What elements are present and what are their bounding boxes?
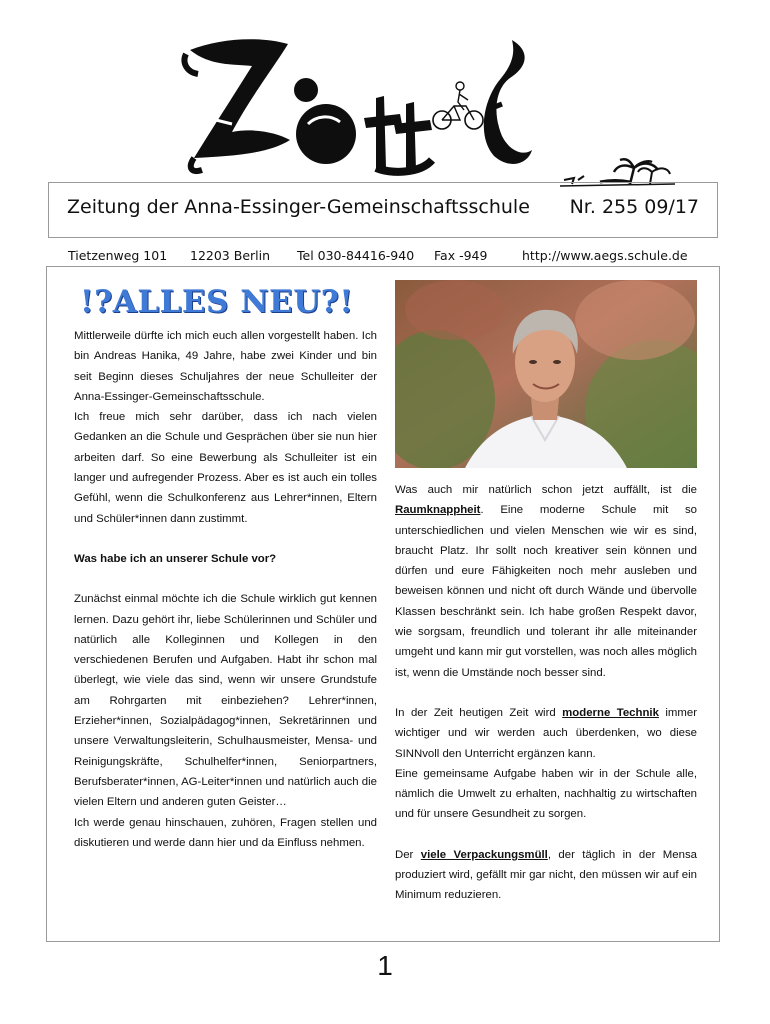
paragraph: Mittlerweile dürfte ich mich euch allen vorgestellt haben. Ich bin Andreas Hanika, 49 Jahre, habe zwei Kinder und bin seit Beginn dieses Schuljahres der neue Schulleiter der Anna-Essinger-Gemeinschaftsschule.	[74, 330, 377, 403]
emphasis-verpackungsmuell: viele Verpackungsmüll	[420, 848, 548, 861]
article-left-column	[74, 326, 377, 853]
city-address: 12203 Berlin	[190, 248, 271, 263]
masthead-logo	[180, 28, 540, 178]
paragraph: Eine gemeinsame Aufgabe haben wir in der Schule alle, nämlich die Umwelt zu erhalten, nachhaltig zu wirtschaften und für unsere Gesundheit zu sorgen.	[395, 767, 697, 821]
text-run: Der	[395, 848, 421, 861]
paragraph: Zunächst einmal möchte ich die Schule wirklich gut kennen lernen. Dazu gehört ihr, liebe Schülerinnen und Schüler und natürlich alle Kolleginnen und Kollegen in den verschiedenen Berufen und Aufgaben. Habt ihr schon mal überlegt, wie viele das sind, wenn wir unsere Grundstufe am Rohrgarten mit einbeziehen? Lehrer*innen, Erzieher*innen, Sozialpädagog*innen, Sekretärinnen und unsere Verwaltungsleiterin, Schulhausmeister, Mensa- und Reinigungskräfte, Schulhelfer*innen, Seniorpartners, Berufsberater*innen, AG-Leiter*innen und natürlich auch die vielen Eltern und anderen guten Geister…	[74, 593, 377, 809]
paragraph: Ich freue mich sehr darüber, dass ich nach vielen Gedanken an die Schule und Gesprächen über sie nun hier arbeiten darf. So eine Bewerbung als Schulleiter ist ein langer und aufregender Prozess. Aber es ist auch ein tolles Gefühl, wenn die Schulkonferenz aus Lehrer*innen, Eltern und Schüler*innen dann zustimmt.	[74, 411, 377, 525]
text-run: , der täglich in der Mensa produziert wird, gefällt mir gar nicht, den müssen wir auf ein Minimum reduzieren.	[395, 848, 697, 902]
emphasis-raumknappheit: Raumknappheit	[395, 504, 481, 517]
paragraph	[395, 703, 697, 764]
emphasis-moderne-technik: moderne Technik	[562, 706, 659, 719]
article-right-column	[395, 480, 697, 906]
text-run: immer wichtiger und wir werden auch überdenken, wo diese SINNvoll den Unterricht ergänzen kann.	[395, 706, 697, 760]
section-subheading: Was habe ich an unserer Schule vor?	[74, 552, 277, 565]
phone-number: Tel 030-84416-940	[297, 248, 415, 263]
paragraph	[395, 480, 697, 683]
page-number: 1	[377, 950, 393, 981]
text-run: Was auch mir natürlich schon jetzt auffällt, ist die	[395, 484, 697, 496]
paragraph	[395, 845, 697, 906]
portrait-photo-icon	[395, 280, 697, 468]
header-box	[48, 182, 718, 238]
street-address: Tietzenweg 101	[68, 248, 168, 263]
bicycle-rider-icon	[433, 82, 483, 129]
website-link[interactable]: http://www.aegs.schule.de	[522, 248, 688, 263]
fax-number: Fax -949	[434, 248, 488, 263]
text-run: In der Zeit heutigen Zeit wird	[395, 706, 563, 719]
issue-number: Nr. 255 09/17	[569, 196, 699, 218]
paragraph: Ich werde genau hinschauen, zuhören, Fragen stellen und diskutieren und werde dann hier und da Einfluss nehmen.	[74, 816, 377, 849]
newspaper-title: Zeitung der Anna-Essinger-Gemeinschaftsschule	[67, 196, 530, 218]
text-run: . Eine moderne Schule mit so unterschiedlichen und vielen Menschen wie wir es sind, braucht Platz. Ihr sollt noch kreativer sein können und dürfen und eure Fähigkeiten noch mehr ausleben und beweisen können und nicht oft durch Wände und übervolle Klassen beschränkt sein. Ich habe großen Respekt davor, wie sorgsam, freundlich und tolerant ihr alle miteinander umgeht und kann mir gut vorstellen, was noch alles möglich ist, wenn die Umstände noch besser sind.	[395, 504, 697, 679]
article-headline: !?ALLES NEU?!	[80, 284, 354, 320]
address-line	[68, 248, 698, 266]
